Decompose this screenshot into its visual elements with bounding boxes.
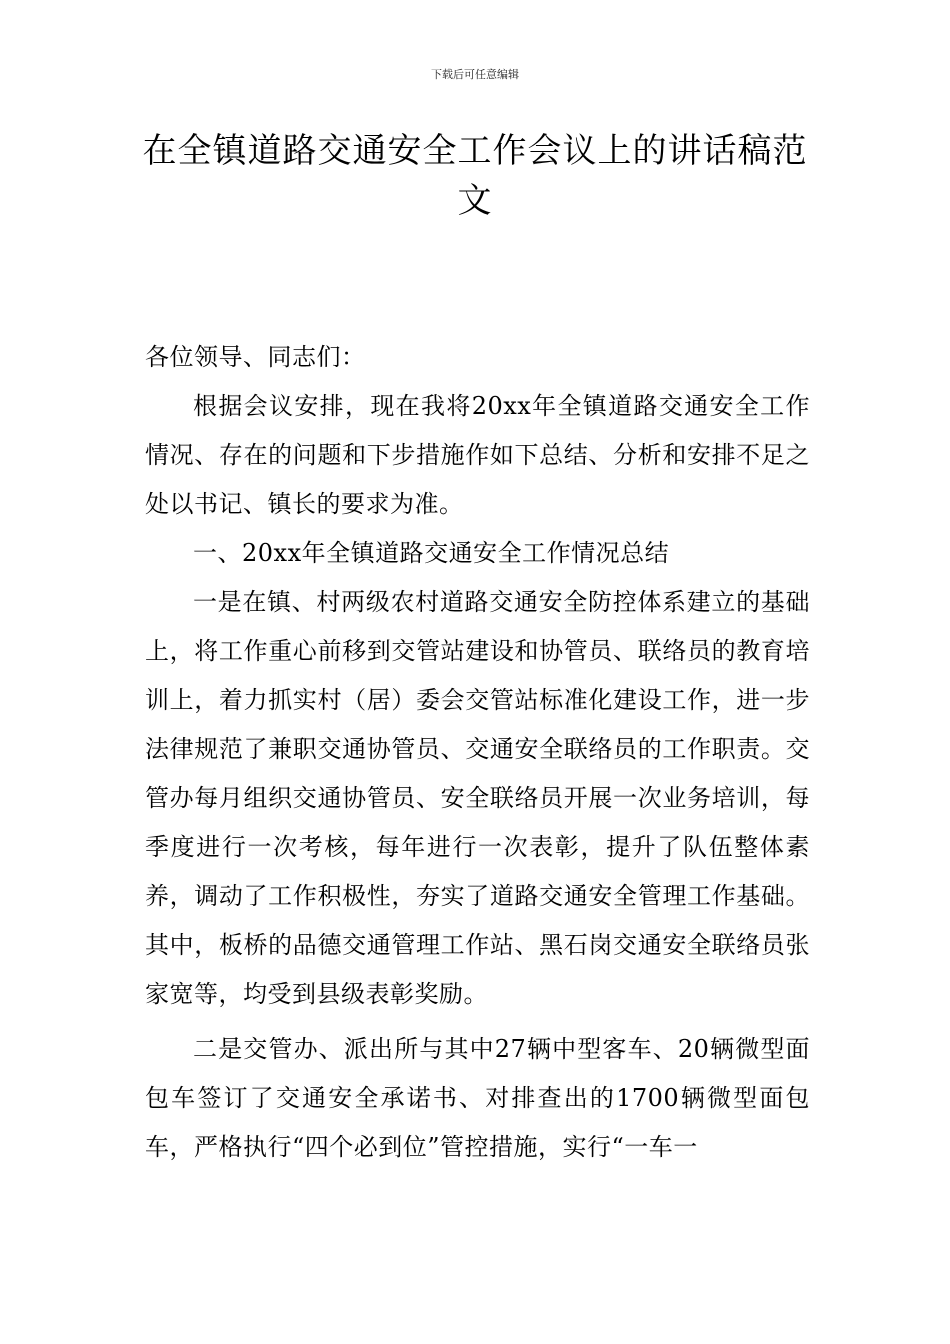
- document-body: [145, 333, 810, 1172]
- paragraph-second-point: 二是交管办、派出所与其中27辆中型客车、20辆微型面包车签订了交通安全承诺书、对排查出的1700辆微型面包车，严格执行“四个必到位”管控措施，实行“一车一: [145, 1035, 810, 1161]
- section-heading: 一、20xx年全镇道路交通安全工作情况总结: [193, 539, 670, 567]
- document-title: 在全镇道路交通安全工作会议上的讲话稿范文: [142, 131, 808, 221]
- salutation: 各位领导、同志们：: [145, 343, 366, 371]
- paragraph-intro: 根据会议安排，现在我将20xx年全镇道路交通安全工作情况、存在的问题和下步措施作如下总结、分析和安排不足之处以书记、镇长的要求为准。: [145, 392, 810, 518]
- header-note: 下载后可任意编辑: [431, 68, 519, 81]
- paragraph-first-point: 一是在镇、村两级农村道路交通安全防控体系建立的基础上，将工作重心前移到交管站建设和协管员、联络员的教育培训上，着力抓实村（居）委会交管站标准化建设工作，进一步法律规范了兼职交通协管员、交通安全联络员的工作职责。交管办每月组织交通协管员、安全联络员开展一次业务培训，每季度进行一次考核，每年进行一次表彰，提升了队伍整体素养，调动了工作积极性，夯实了道路交通安全管理工作基础。其中，板桥的品德交通管理工作站、黑石岗交通安全联络员张家宽等，均受到县级表彰奖励。: [145, 588, 810, 1008]
